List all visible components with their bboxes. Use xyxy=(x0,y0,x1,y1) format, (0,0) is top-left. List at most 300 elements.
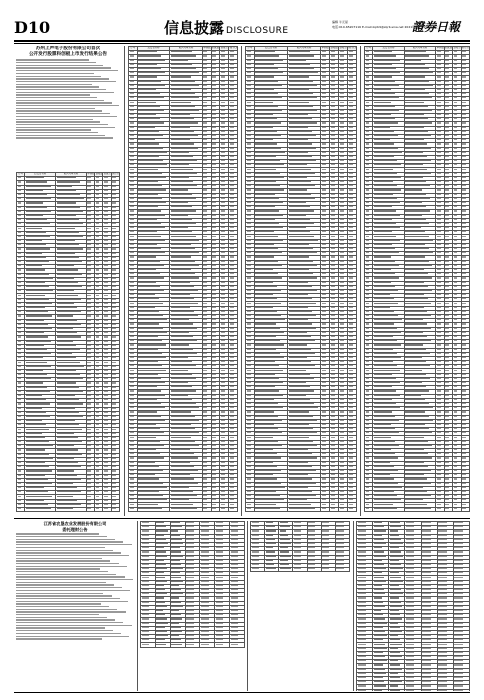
cell-text-mark xyxy=(18,290,22,291)
cell-text-mark xyxy=(255,340,280,341)
cell-text-mark xyxy=(87,215,91,216)
cell-text-mark xyxy=(96,353,100,354)
cell-text-mark xyxy=(171,428,195,429)
text-line xyxy=(16,62,96,63)
cell-text-mark xyxy=(112,508,116,509)
cell-text-mark xyxy=(57,253,75,254)
cell-text-mark xyxy=(203,420,207,421)
table-row xyxy=(129,51,238,55)
cell-text-mark xyxy=(104,349,108,350)
cell-text-mark xyxy=(57,487,77,488)
cell-text-mark xyxy=(96,496,100,497)
cell-text-mark xyxy=(138,466,159,467)
cell-text-mark xyxy=(18,441,22,442)
cell-text-mark xyxy=(26,240,42,241)
table-row xyxy=(246,319,357,323)
cell-text-mark xyxy=(322,202,326,203)
cell-text-mark xyxy=(138,169,158,170)
cell-text-mark xyxy=(104,345,108,346)
cell-text-mark xyxy=(130,106,134,107)
table-row xyxy=(17,407,120,411)
cell-text-mark xyxy=(349,60,353,61)
cell-text-mark xyxy=(57,437,79,438)
cell-text-mark xyxy=(340,131,344,132)
cell-text-mark xyxy=(87,299,91,300)
cell-text-mark xyxy=(349,307,353,308)
cell-text-mark xyxy=(322,336,326,337)
cell-text-mark xyxy=(255,390,278,391)
cell-text-mark xyxy=(340,81,344,82)
cell-text-mark xyxy=(203,353,207,354)
table-row xyxy=(129,59,238,63)
table-cell xyxy=(288,122,321,126)
cell-text-mark xyxy=(230,164,234,165)
table-cell xyxy=(170,457,203,461)
table-row xyxy=(17,424,120,428)
cell-text-mark xyxy=(171,72,200,73)
cell-text-mark xyxy=(96,228,100,229)
cell-text-mark xyxy=(138,449,155,450)
cell-text-mark xyxy=(322,160,326,161)
table-cell xyxy=(137,356,170,360)
cell-text-mark xyxy=(96,244,100,245)
cell-text-mark xyxy=(247,177,251,178)
cell-text-mark xyxy=(340,97,344,98)
cell-text-mark xyxy=(289,370,307,371)
cell-text-mark xyxy=(18,207,22,208)
table-header-cell: 配售对象名称 xyxy=(288,47,321,51)
cell-text-mark xyxy=(171,135,198,136)
cell-text-mark xyxy=(171,81,195,82)
cell-text-mark xyxy=(112,433,116,434)
cell-text-mark xyxy=(331,311,335,312)
cell-text-mark xyxy=(331,319,335,320)
cell-text-mark xyxy=(203,181,207,182)
cell-text-mark xyxy=(138,55,161,56)
table-cell xyxy=(254,344,287,348)
cell-text-mark xyxy=(57,475,78,476)
cell-text-mark xyxy=(26,328,52,329)
cell-text-mark xyxy=(96,248,100,249)
cell-text-mark xyxy=(104,399,108,400)
cell-text-mark xyxy=(171,248,195,249)
cell-text-mark xyxy=(230,265,234,266)
cell-text-mark xyxy=(247,89,251,90)
cell-text-mark xyxy=(255,114,273,115)
cell-text-mark xyxy=(289,256,310,257)
cell-text-mark xyxy=(26,475,45,476)
cell-text-mark xyxy=(18,437,22,438)
cell-text-mark xyxy=(26,391,51,392)
table-row xyxy=(17,369,120,373)
cell-text-mark xyxy=(247,261,251,262)
cell-text-mark xyxy=(203,491,207,492)
cell-text-mark xyxy=(57,328,73,329)
cell-text-mark xyxy=(57,232,79,233)
cell-text-mark xyxy=(349,290,353,291)
cell-text-mark xyxy=(289,177,307,178)
cell-text-mark xyxy=(230,357,234,358)
cell-text-mark xyxy=(138,328,162,329)
cell-text-mark xyxy=(171,215,188,216)
cell-text-mark xyxy=(247,202,251,203)
table-row xyxy=(129,394,238,398)
cell-text-mark xyxy=(230,248,234,249)
cell-text-mark xyxy=(289,290,317,291)
cell-text-mark xyxy=(112,395,116,396)
cell-text-mark xyxy=(340,148,344,149)
cell-text-mark xyxy=(255,189,283,190)
cell-text-mark xyxy=(322,332,326,333)
cell-text-mark xyxy=(104,181,108,182)
cell-text-mark xyxy=(289,202,307,203)
cell-text-mark xyxy=(221,152,225,153)
cell-text-mark xyxy=(104,429,108,430)
cell-text-mark xyxy=(289,72,318,73)
cell-text-mark xyxy=(230,152,234,153)
cell-text-mark xyxy=(171,365,197,366)
table-row xyxy=(246,185,357,189)
cell-text-mark xyxy=(96,232,100,233)
allocation-table xyxy=(16,172,120,512)
cell-text-mark xyxy=(230,127,234,128)
cell-text-mark xyxy=(349,336,353,337)
cell-text-mark xyxy=(203,499,207,500)
cell-text-mark xyxy=(230,445,234,446)
cell-text-mark xyxy=(130,311,134,312)
cell-text-mark xyxy=(255,248,278,249)
cell-text-mark xyxy=(289,386,310,387)
table-row xyxy=(17,470,120,474)
table-row xyxy=(129,109,238,113)
cell-text-mark xyxy=(96,345,100,346)
cell-text-mark xyxy=(212,307,216,308)
cell-text-mark xyxy=(57,403,83,404)
table-row xyxy=(246,402,357,406)
cell-text-mark xyxy=(221,319,225,320)
cell-text-mark xyxy=(112,320,116,321)
table-row xyxy=(129,390,238,394)
cell-text-mark xyxy=(230,307,234,308)
cell-text-mark xyxy=(289,55,314,56)
table-row xyxy=(129,440,238,444)
table-row xyxy=(129,243,238,247)
cell-text-mark xyxy=(255,290,281,291)
cell-text-mark xyxy=(331,303,335,304)
cell-text-mark xyxy=(130,403,134,404)
table-row xyxy=(246,344,357,348)
table-row xyxy=(246,281,357,285)
cell-text-mark xyxy=(230,210,234,211)
cell-text-mark xyxy=(289,76,310,77)
table-row xyxy=(17,344,120,348)
cell-text-mark xyxy=(255,231,274,232)
cell-text-mark xyxy=(138,315,163,316)
cell-text-mark xyxy=(255,215,283,216)
cell-text-mark xyxy=(322,198,326,199)
cell-text-mark xyxy=(349,416,353,417)
cell-text-mark xyxy=(349,181,353,182)
table-cell xyxy=(170,302,203,306)
cell-text-mark xyxy=(230,102,234,103)
cell-text-mark xyxy=(18,244,22,245)
table-cell xyxy=(56,235,87,239)
cell-text-mark xyxy=(349,323,353,324)
cell-text-mark xyxy=(322,122,326,123)
table-cell xyxy=(137,214,170,218)
cell-text-mark xyxy=(171,256,191,257)
cell-text-mark xyxy=(322,315,326,316)
table-row xyxy=(129,84,238,88)
cell-text-mark xyxy=(247,227,251,228)
cell-text-mark xyxy=(57,320,77,321)
table-row xyxy=(129,273,238,277)
cell-text-mark xyxy=(255,210,279,211)
cell-text-mark xyxy=(57,420,75,421)
cell-text-mark xyxy=(203,441,207,442)
cell-text-mark xyxy=(212,135,216,136)
table-row xyxy=(17,365,120,369)
cell-text-mark xyxy=(57,207,80,208)
cell-text-mark xyxy=(230,407,234,408)
cell-text-mark xyxy=(212,495,216,496)
cell-text-mark xyxy=(203,143,207,144)
cell-text-mark xyxy=(18,341,22,342)
cell-text-mark xyxy=(255,286,277,287)
cell-text-mark xyxy=(212,139,216,140)
cell-text-mark xyxy=(18,391,22,392)
cell-text-mark xyxy=(26,479,48,480)
cell-text-mark xyxy=(112,470,116,471)
table-row xyxy=(246,97,357,101)
cell-text-mark xyxy=(255,269,273,270)
cell-text-mark xyxy=(138,437,156,438)
table-row xyxy=(246,227,357,231)
cell-text-mark xyxy=(289,361,311,362)
cell-text-mark xyxy=(112,466,116,467)
cell-text-mark xyxy=(112,496,116,497)
cell-text-mark xyxy=(221,106,225,107)
cell-text-mark xyxy=(340,382,344,383)
cell-text-mark xyxy=(340,51,344,52)
cell-text-mark xyxy=(331,106,335,107)
table-cell xyxy=(56,415,87,419)
cell-text-mark xyxy=(171,60,188,61)
cell-text-mark xyxy=(104,462,108,463)
cell-text-mark xyxy=(349,72,353,73)
table-row xyxy=(246,235,357,239)
cell-text-mark xyxy=(221,416,225,417)
cell-text-mark xyxy=(212,110,216,111)
cell-text-mark xyxy=(104,190,108,191)
cell-text-mark xyxy=(322,378,326,379)
cell-text-mark xyxy=(87,303,91,304)
cell-text-mark xyxy=(57,466,82,467)
table-row xyxy=(17,382,120,386)
cell-text-mark xyxy=(221,231,225,232)
cell-text-mark xyxy=(247,357,251,358)
table-row xyxy=(246,273,357,277)
cell-text-mark xyxy=(289,286,313,287)
table-cell xyxy=(56,273,87,277)
cell-text-mark xyxy=(255,370,283,371)
cell-text-mark xyxy=(349,353,353,354)
cell-text-mark xyxy=(340,269,344,270)
cell-text-mark xyxy=(203,390,207,391)
cell-text-mark xyxy=(203,60,207,61)
cell-text-mark xyxy=(130,499,134,500)
cell-text-mark xyxy=(87,462,91,463)
cell-text-mark xyxy=(289,416,314,417)
cell-text-mark xyxy=(331,315,335,316)
cell-text-mark xyxy=(138,164,166,165)
cell-text-mark xyxy=(203,483,207,484)
table-row xyxy=(129,189,238,193)
table-cell xyxy=(137,369,170,373)
cell-text-mark xyxy=(322,374,326,375)
cell-text-mark xyxy=(289,323,312,324)
cell-text-mark xyxy=(221,390,225,391)
table-row xyxy=(17,181,120,185)
cell-text-mark xyxy=(289,244,310,245)
cell-text-mark xyxy=(212,298,216,299)
cell-text-mark xyxy=(96,366,100,367)
cell-text-mark xyxy=(255,169,276,170)
table-cell xyxy=(25,470,56,474)
cell-text-mark xyxy=(221,424,225,425)
cell-text-mark xyxy=(104,177,108,178)
cell-text-mark xyxy=(322,139,326,140)
cell-text-mark xyxy=(57,508,73,509)
cell-text-mark xyxy=(221,357,225,358)
cell-text-mark xyxy=(212,504,216,505)
table-header-cell: 佣金( xyxy=(112,172,118,176)
cell-text-mark xyxy=(171,181,193,182)
cell-text-mark xyxy=(322,127,326,128)
cell-text-mark xyxy=(230,139,234,140)
cell-text-mark xyxy=(230,97,234,98)
table-row xyxy=(246,130,357,134)
table-cell xyxy=(170,289,203,293)
cell-text-mark xyxy=(96,424,100,425)
table-row xyxy=(129,239,238,243)
cell-text-mark xyxy=(289,399,310,400)
cell-text-mark xyxy=(340,294,344,295)
cell-text-mark xyxy=(171,252,199,253)
cell-text-mark xyxy=(289,269,309,270)
cell-text-mark xyxy=(221,441,225,442)
cell-text-mark xyxy=(138,432,164,433)
cell-text-mark xyxy=(104,449,108,450)
table-row xyxy=(246,298,357,302)
cell-text-mark xyxy=(104,374,108,375)
cell-text-mark xyxy=(221,164,225,165)
cell-text-mark xyxy=(289,97,318,98)
cell-text-mark xyxy=(138,357,166,358)
cell-text-mark xyxy=(340,143,344,144)
cell-text-mark xyxy=(138,462,155,463)
cell-text-mark xyxy=(171,416,195,417)
cell-text-mark xyxy=(247,173,251,174)
cell-text-mark xyxy=(203,210,207,211)
cell-text-mark xyxy=(221,466,225,467)
cell-text-mark xyxy=(171,357,189,358)
cell-text-mark xyxy=(331,219,335,220)
cell-text-mark xyxy=(203,102,207,103)
cell-text-mark xyxy=(230,411,234,412)
cell-text-mark xyxy=(247,55,251,56)
cell-text-mark xyxy=(230,323,234,324)
cell-text-mark xyxy=(96,265,100,266)
cell-text-mark xyxy=(212,236,216,237)
cell-text-mark xyxy=(171,344,189,345)
cell-text-mark xyxy=(87,391,91,392)
cell-text-mark xyxy=(331,290,335,291)
cell-text-mark xyxy=(104,328,108,329)
cell-text-mark xyxy=(221,399,225,400)
cell-text-mark xyxy=(331,252,335,253)
cell-text-mark xyxy=(18,265,22,266)
table-header-cell: 申购数 xyxy=(203,46,211,50)
cell-text-mark xyxy=(340,227,344,228)
table-row xyxy=(129,67,238,71)
table-row xyxy=(246,222,357,226)
table-row xyxy=(246,310,357,314)
cell-text-mark xyxy=(255,72,282,73)
cell-text-mark xyxy=(57,257,79,258)
cell-text-mark xyxy=(203,323,207,324)
cell-text-mark xyxy=(289,85,318,86)
cell-text-mark xyxy=(255,173,280,174)
cell-text-mark xyxy=(340,60,344,61)
cell-text-mark xyxy=(230,64,234,65)
cell-text-mark xyxy=(221,110,225,111)
cell-text-mark xyxy=(331,277,335,278)
cell-text-mark xyxy=(130,441,134,442)
cell-text-mark xyxy=(203,282,207,283)
text-line xyxy=(16,119,93,120)
cell-text-mark xyxy=(247,382,251,383)
cell-text-mark xyxy=(26,232,46,233)
cell-text-mark xyxy=(130,407,134,408)
cell-text-mark xyxy=(138,60,165,61)
cell-text-mark xyxy=(130,437,134,438)
cell-text-mark xyxy=(96,181,100,182)
cell-text-mark xyxy=(340,277,344,278)
cell-text-mark xyxy=(18,295,22,296)
cell-text-mark xyxy=(203,453,207,454)
table-cell xyxy=(211,511,220,512)
cell-text-mark xyxy=(138,319,167,320)
cell-text-mark xyxy=(331,349,335,350)
cell-text-mark xyxy=(171,361,193,362)
cell-text-mark xyxy=(230,256,234,257)
cell-text-mark xyxy=(96,475,100,476)
table-row xyxy=(17,319,120,323)
cell-text-mark xyxy=(26,248,50,249)
cell-text-mark xyxy=(130,164,134,165)
cell-text-mark xyxy=(171,370,188,371)
cell-text-mark xyxy=(230,386,234,387)
cell-text-mark xyxy=(203,177,207,178)
cell-text-mark xyxy=(171,466,194,467)
cell-text-mark xyxy=(221,177,225,178)
table-row xyxy=(17,332,120,336)
cell-text-mark xyxy=(138,470,163,471)
cell-text-mark xyxy=(230,185,234,186)
cell-text-mark xyxy=(230,206,234,207)
cell-text-mark xyxy=(138,294,155,295)
